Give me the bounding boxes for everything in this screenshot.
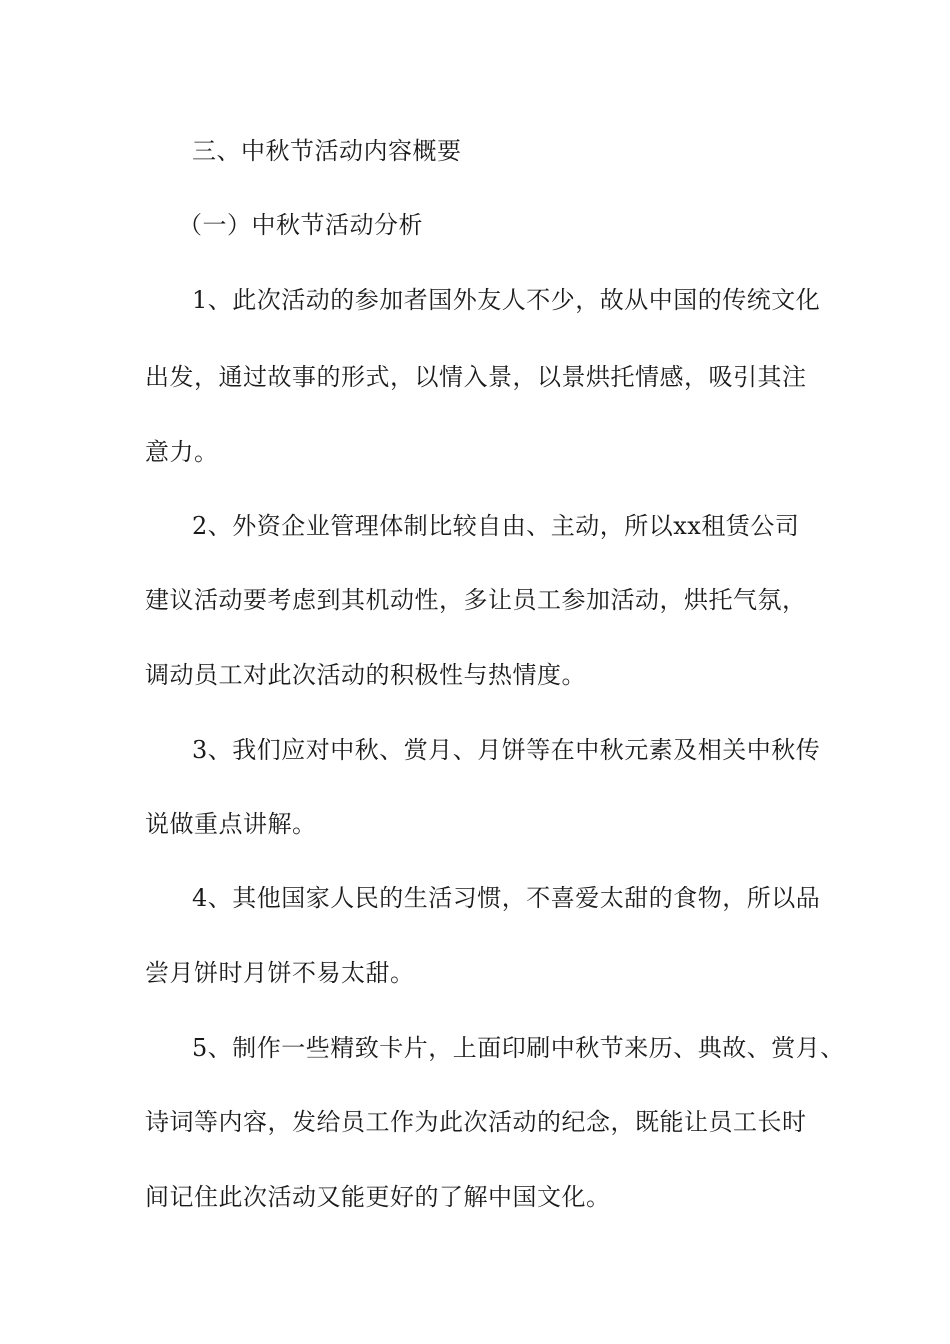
paragraph-1-line-1: 1、此次活动的参加者国外友人不少，故从中国的传统文化 [192,286,821,314]
paragraph-1-line-2: 出发，通过故事的形式，以情入景，以景烘托情感，吸引其注 [145,363,807,391]
paragraph-5-line-1: 5、制作一些精致卡片，上面印刷中秋节来历、典故、赏月、 [192,1034,845,1062]
paragraph-1-line-3: 意力。 [145,438,219,466]
paragraph-3-line-1: 3、我们应对中秋、赏月、月饼等在中秋元素及相关中秋传 [192,736,821,764]
subsection-heading: （一）中秋节活动分析 [178,211,423,239]
paragraph-4-line-1: 4、其他国家人民的生活习惯，不喜爱太甜的食物，所以品 [192,884,821,912]
section-heading: 三、中秋节活动内容概要 [192,137,462,165]
paragraph-5-line-3: 间记住此次活动又能更好的了解中国文化。 [145,1183,611,1211]
paragraph-2-line-3: 调动员工对此次活动的积极性与热情度。 [145,661,586,689]
paragraph-2-line-2: 建议活动要考虑到其机动性，多让员工参加活动，烘托气氛， [145,586,807,614]
paragraph-4-line-2: 尝月饼时月饼不易太甜。 [145,959,415,987]
paragraph-2-line-1: 2、外资企业管理体制比较自由、主动，所以xx租赁公司 [192,512,800,540]
paragraph-5-line-2: 诗词等内容，发给员工作为此次活动的纪念，既能让员工长时 [145,1108,807,1136]
paragraph-3-line-2: 说做重点讲解。 [145,810,317,838]
